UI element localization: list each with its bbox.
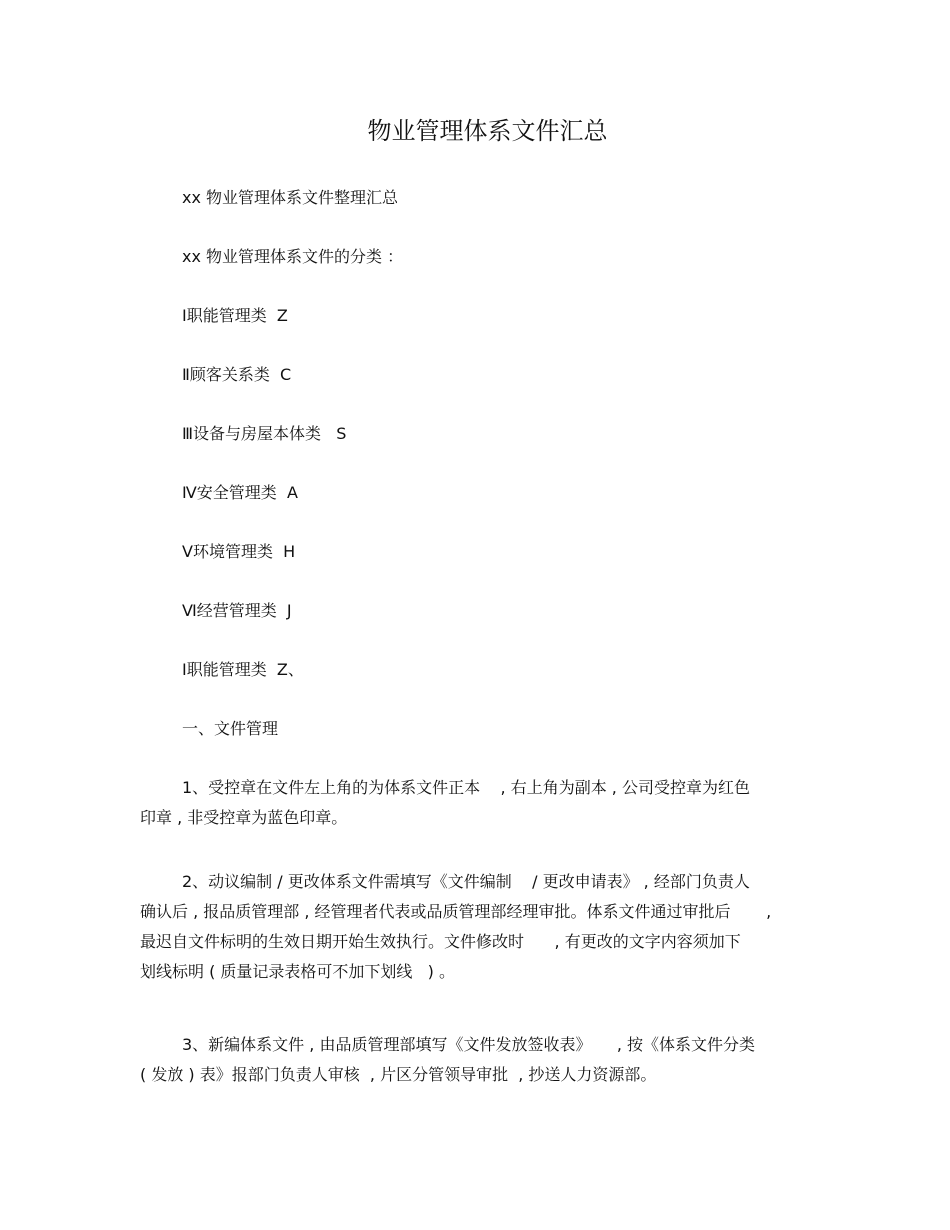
category-j: Ⅵ经营管理类 J [182,601,292,620]
paragraph-2 [140,867,840,987]
doc-line-classification: xx 物业管理体系文件的分类 ： [182,247,404,266]
section-heading-document-management: 一、文件管理 [182,719,279,738]
paragraph-line: 2、动议编制 / 更改体系文件需填写《文件编制 / 更改申请表》 , 经部门负责人 [182,872,750,891]
category-h: Ⅴ环境管理类 H [182,542,296,561]
section-heading-z: Ⅰ职能管理类 Z、 [182,660,304,679]
paragraph-line: 3、新编体系文件 , 由品质管理部填写《文件发放签收表》 , 按《体系文件分类 [182,1035,756,1054]
paragraph-line: 1、受控章在文件左上角的为体系文件正本 , 右上角为副本 , 公司受控章为红色 [182,778,750,797]
paragraph-1 [140,773,840,833]
paragraph-line: 印章 , 非受控章为蓝色印章。 [140,808,348,827]
paragraph-line: 最迟自文件标明的生效日期开始生效执行。文件修改时 , 有更改的文字内容须加下 [140,932,741,951]
document-title: 物业管理体系文件汇总 [367,117,608,145]
category-s: Ⅲ设备与房屋本体类 S [182,424,347,443]
paragraph-line: ( 发放 ) 表》报部门负责人审核 , 片区分管领导审批 , 抄送人力资源部。 [140,1065,657,1084]
category-a: Ⅳ安全管理类 A [182,483,298,502]
category-c: Ⅱ顾客关系类 C [182,365,292,384]
paragraph-3 [140,1030,840,1090]
category-z: Ⅰ职能管理类 Z [182,306,288,325]
paragraph-line: 划线标明 ( 质量记录表格可不加下划线 ) 。 [140,962,456,981]
doc-line-summary: xx 物业管理体系文件整理汇总 [182,188,399,207]
paragraph-line: 确认后 , 报品质管理部 , 经管理者代表或品质管理部经理审批。体系文件通过审批后 , [140,902,772,921]
